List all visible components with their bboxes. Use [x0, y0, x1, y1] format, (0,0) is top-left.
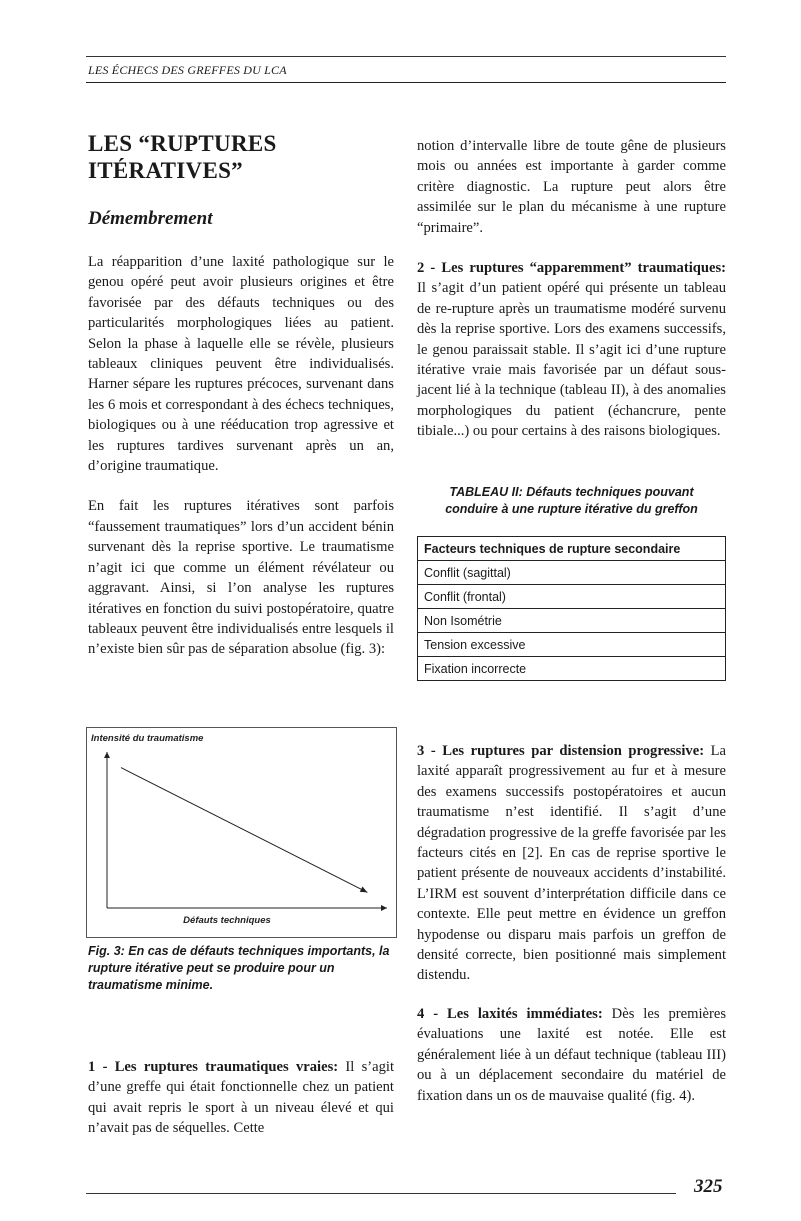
paragraph-intervalle: notion d’intervalle libre de toute gêne de plusieurs mois ou années est importante à garder comme critère diagnostic. La rupture peut alors être assimilée sur le plan du mécanisme à une rupture “primaire”. — [417, 138, 726, 236]
figure-3 — [86, 727, 397, 938]
table-row — [418, 657, 726, 681]
defects-table — [417, 536, 726, 681]
table-row — [418, 633, 726, 657]
right-column-bottom — [417, 741, 726, 1106]
paragraph-distension — [417, 741, 726, 986]
left-column-bottom — [88, 1057, 394, 1139]
paragraph-immediates-lead: 4 - Les laxités immédiates: — [417, 1005, 603, 1022]
section-title-line-2: ITÉRATIVES” — [88, 158, 243, 183]
y-axis-label: Intensité du traumatisme — [91, 733, 204, 744]
paragraph-intro: La réapparition d’une laxité pathologique sur le genou opéré peut avoir plusieurs origines et être favorisée par des défauts techniques ou des particularités morphologiques liées au patient. Selon la phase à laquelle elle se révèle, plusieurs tableaux cliniques peuvent être individualisés. Harner sépare les ruptures précoces, survenant dans les 6 mois et correspondant à des échecs techniques, biologiques ou à une rééducation trop agressive et les ruptures tardives survenant après un an, d’origine traumatique. — [88, 254, 394, 475]
left-column — [88, 130, 394, 660]
table-row — [418, 609, 726, 633]
x-axis-label: Défauts techniques — [183, 915, 271, 926]
table-cell: Fixation incorrecte — [418, 657, 726, 681]
paragraph-distension-lead: 3 - Les ruptures par distension progressive: — [417, 743, 705, 759]
paragraph-faussement: En fait les ruptures itératives sont parfois “faussement traumatiques” lors d’un accident bénin survenant dès la reprise sportive. Le traumatisme n’agit ici que comme un élément révélateur ou aggravant. Ainsi, si l’on analyse les ruptures itératives en fonction du suivi postopératoire, quatre tableaux peuvent être individualisés entre lesquels il n’existe bien sûr pas de séparation absolue (fig. 3): — [88, 498, 394, 658]
table-cell: Non Isométrie — [418, 609, 726, 633]
table-header-cell: Facteurs techniques de rupture secondaire — [418, 537, 726, 561]
right-column — [417, 136, 726, 442]
table-cell: Tension excessive — [418, 633, 726, 657]
table-caption — [417, 484, 726, 518]
series-line — [121, 768, 367, 893]
running-title: LES ÉCHECS DES GREFFES DU LCA — [88, 63, 287, 77]
page-number: 325 — [694, 1176, 723, 1197]
table-caption-line-2: conduire à une rupture itérative du greffon — [445, 502, 698, 516]
header-rule-bottom — [86, 82, 726, 83]
paragraph-ruptures-vraies-lead: 1 - Les ruptures traumatiques vraies: — [88, 1059, 339, 1075]
table-cell: Conflit (sagittal) — [418, 561, 726, 585]
paragraph-ruptures-vraies-body: Il s’agit d’une greffe qui était fonctionnelle chez un patient qui avait repris le sport à un niveau élevé et qui n’avait pas de séquelles. Cette — [88, 1059, 395, 1137]
table-header-row — [418, 537, 726, 561]
paragraph-apparemment-lead: 2 - Les ruptures “apparemment” traumatiques: — [417, 260, 726, 277]
table-row — [418, 561, 726, 585]
paragraph-distension-body: La laxité apparaît progressivement au fur et à mesure des examens successifs postopératoires et aucun traumatisme n’est identifié. Il s’agit d’une dégradation progressive de la greffe favorisée par les facteurs cités en [2]. En cas de reprise sportive le patient présente de nouveaux accidents d’instabilité. L’IRM est souvent d’interprétation difficile dans ce contexte. Elle peut mettre en évidence un greffon hypodense ou disparu mais parfois un greffon de densité correcte, bien positionné mais simplement distendu. — [417, 743, 726, 984]
paragraph-immediates-body: Dès les premières évaluations une laxité est notée. Elle est généralement liée à un défaut technique (tableau III) ou à un déplacement secondaire du matériel de fixation dans un os de mauvaise qualité (fig. 4). — [417, 1005, 726, 1104]
section-title — [88, 130, 394, 184]
paragraph-immediates — [417, 1004, 726, 1106]
table-row — [418, 585, 726, 609]
paragraph-ruptures-vraies — [88, 1057, 394, 1139]
section-title-line-1: LES “RUPTURES — [88, 131, 277, 156]
table-cell: Conflit (frontal) — [418, 585, 726, 609]
footer-rule — [86, 1193, 676, 1194]
paragraph-apparemment — [417, 258, 726, 442]
header-rule-top — [86, 56, 726, 57]
subsection-title: Démembrement — [88, 208, 213, 229]
figure-caption: Fig. 3: En cas de défauts techniques importants, la rupture itérative peut se produire pour un traumatisme minime. — [88, 944, 390, 992]
paragraph-apparemment-body: Il s’agit d’un patient opéré qui présente un tableau de re-rupture après un traumatisme modéré survenu dès la reprise sportive. Lors des examens successifs, le genou paraissait stable. Il s’agit ici d’une rupture itérative vraie mais favorisée par un défaut sous-jacent lié à la technique (tableau II), à des anomalies morphologiques du patient (échancrure, pente tibiale...) ou pour certains à des raisons biologiques. — [417, 280, 726, 440]
figure-3-chart — [87, 728, 396, 937]
table-caption-line-1: TABLEAU II: Défauts techniques pouvant — [449, 485, 694, 499]
